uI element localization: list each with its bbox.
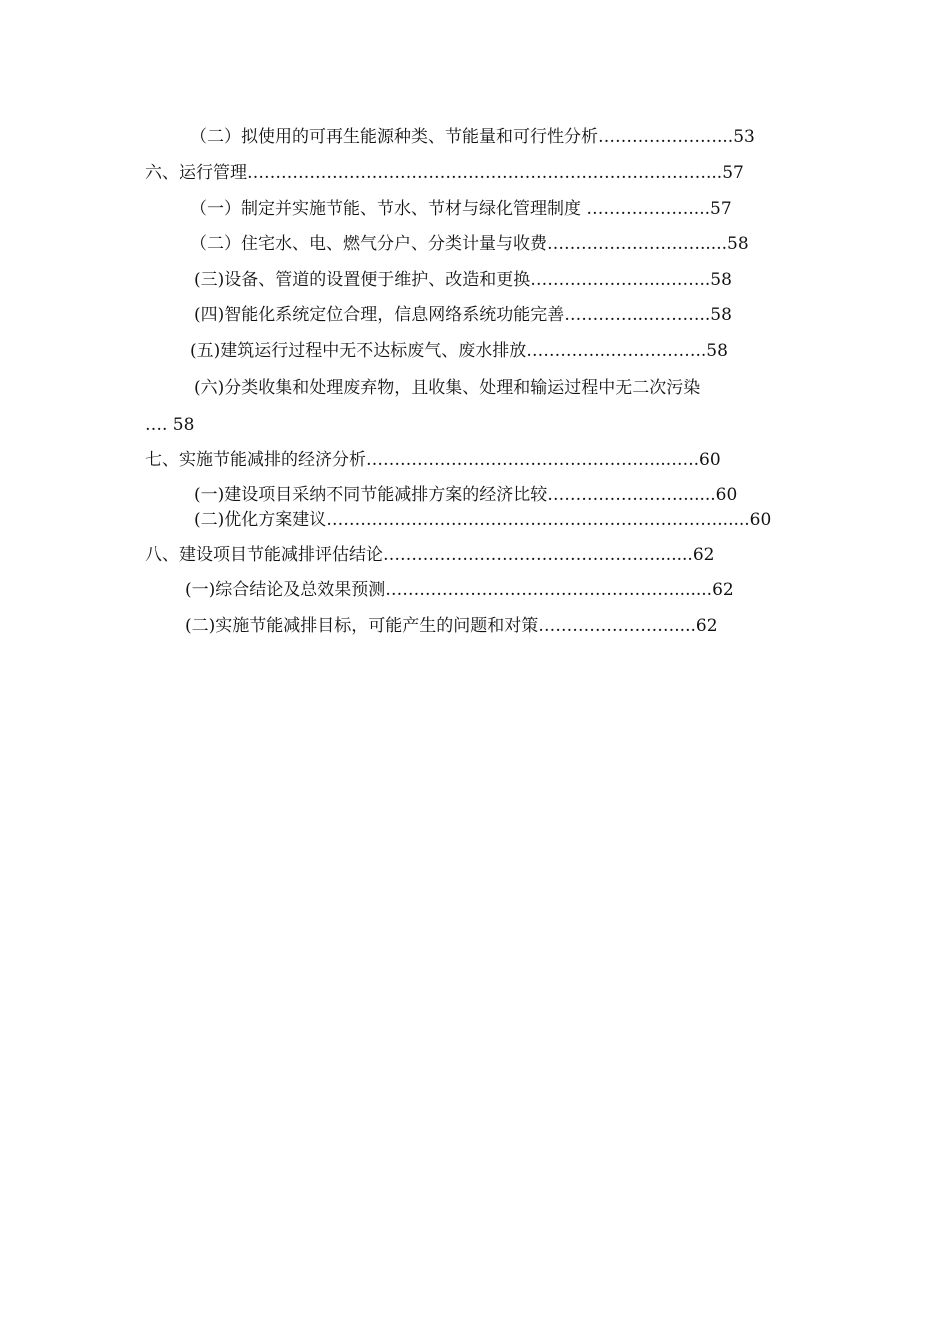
toc-item-overall-conclusion: (一)综合结论及总效果预测…………………………………………….......62 (185, 580, 734, 600)
toc-item-optimization: (二)优化方案建议……………………………………………………………......60 (194, 510, 772, 530)
toc-item-waste-handling-page: …. 58 (145, 415, 195, 435)
toc-item-renewable-energy: （二）拟使用的可再生能源种类、节能量和可行性分析…………………...53 (190, 127, 755, 147)
toc-item-metering: （二）住宅水、电、燃气分户、分类计量与收费……………………….....58 (190, 234, 749, 254)
toc-item-equipment-pipes: (三)设备、管道的设置便于维护、改造和更换…………………...……..58 (194, 270, 732, 290)
toc-item-emissions: (五)建筑运行过程中无不达标废气、废水排放…………...……………..58 (190, 341, 728, 361)
toc-item-scheme-comparison: (一)建设项目采纳不同节能减排方案的经济比较……………………......60 (194, 485, 738, 505)
toc-item-management-system: （一）制定并实施节能、节水、节材与绿化管理制度 ………………....57 (190, 199, 732, 219)
toc-item-intelligent-system: (四)智能化系统定位合理，信息网络系统功能完善…………...………..58 (194, 305, 732, 325)
toc-item-economic-analysis: 七、实施节能减排的经济分析……………………………………………...…..60 (145, 450, 721, 470)
toc-item-problems-countermeasures: (二)实施节能减排目标，可能产生的问题和对策……………………....62 (185, 616, 718, 636)
toc-item-assessment-conclusion: 八、建设项目节能减排评估结论………………………………………….......62 (145, 545, 715, 565)
toc-item-operation-management: 六、运行管理………………………………………………………………………...57 (145, 163, 744, 183)
toc-item-waste-handling: (六)分类收集和处理废弃物，且收集、处理和输运过程中无二次污染 (194, 378, 701, 398)
